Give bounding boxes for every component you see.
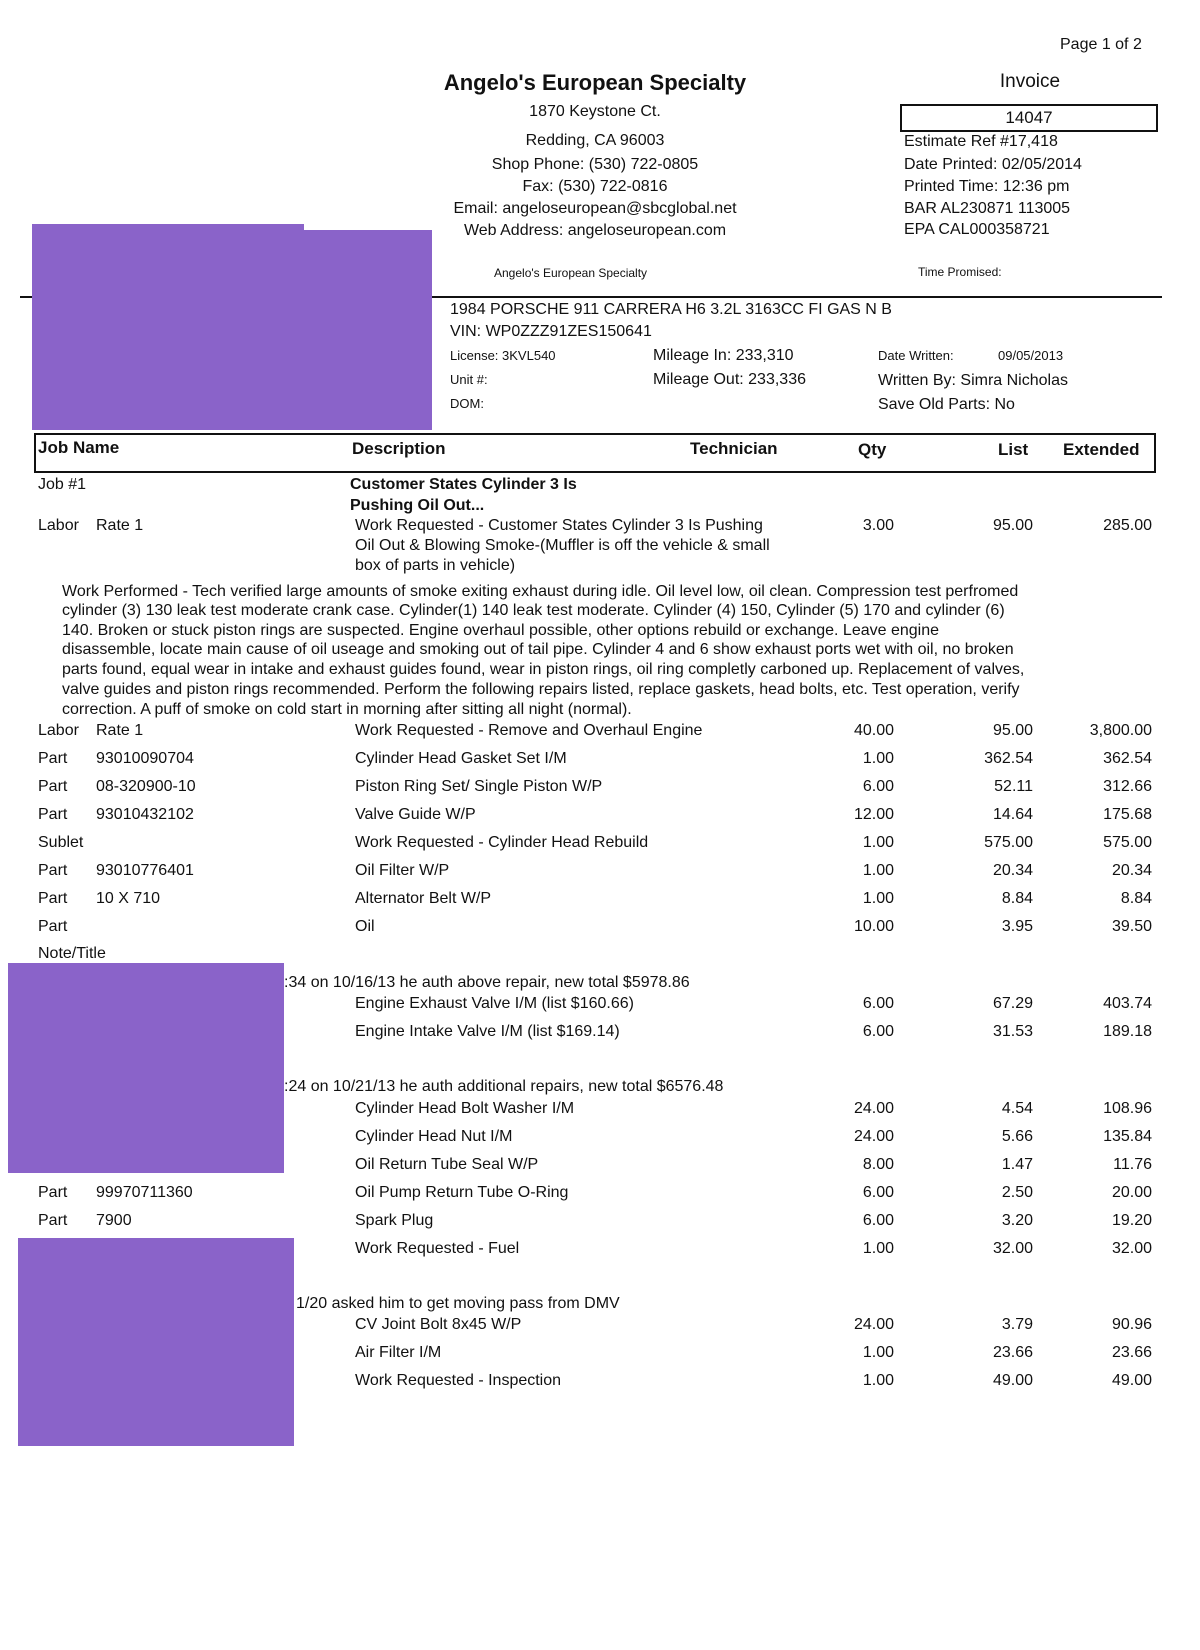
job-title-line2: Pushing Oil Out... bbox=[350, 497, 485, 514]
row-qty: 1.00 bbox=[862, 1372, 894, 1389]
row-type: Part bbox=[38, 750, 68, 767]
row-type: Sublet bbox=[38, 834, 84, 851]
row-list: 575.00 bbox=[984, 834, 1033, 851]
row-list: 67.29 bbox=[992, 995, 1033, 1012]
date-written: 09/05/2013 bbox=[998, 348, 1064, 363]
row-description: Cylinder Head Gasket Set I/M bbox=[355, 750, 567, 767]
row-code: 08-320900-10 bbox=[96, 778, 196, 795]
row-description: Alternator Belt W/P bbox=[355, 890, 492, 907]
row-extended: 20.34 bbox=[1111, 862, 1152, 879]
vehicle-license: License: 3KVL540 bbox=[450, 348, 556, 363]
bar-number: BAR AL230871 113005 bbox=[904, 200, 1071, 217]
row-qty: 12.00 bbox=[853, 806, 894, 823]
row-list: 52.11 bbox=[994, 778, 1033, 795]
row-list: 3.95 bbox=[1001, 918, 1033, 935]
row-extended: 312.66 bbox=[1103, 778, 1152, 795]
row-type: Part bbox=[38, 1212, 68, 1229]
vehicle-vin: VIN: WP0ZZZ91ZES150641 bbox=[450, 323, 652, 340]
note-line: :24 on 10/21/13 he auth additional repairs, new total $6576.48 bbox=[284, 1078, 724, 1095]
row-desc-line1: Work Requested - Customer States Cylinder 3 Is Pushing bbox=[355, 517, 763, 534]
work-performed-line: disassemble, locate main cause of oil useage and smoking out of tail pipe. Cylinder 4 and 6 show exhaust ports wet with oil, no broken bbox=[62, 641, 1014, 658]
row-code: Rate 1 bbox=[96, 517, 144, 534]
shop-name-small: Angelo's European Specialty bbox=[494, 266, 648, 280]
row-extended: 20.00 bbox=[1111, 1184, 1152, 1201]
work-performed-line: valve guides and piston rings recommended. Perform the following repairs listed, replace gaskets, head bolts, etc. Test operation, verify bbox=[62, 681, 1020, 698]
row-qty: 24.00 bbox=[853, 1316, 894, 1333]
row-list: 49.00 bbox=[992, 1372, 1033, 1389]
row-description: Oil Return Tube Seal W/P bbox=[355, 1156, 539, 1173]
row-type: Part bbox=[38, 862, 68, 879]
page-number: Page 1 of 2 bbox=[1060, 36, 1142, 53]
work-performed-line: correction. A puff of smoke on cold start in morning after sitting all night (normal). bbox=[62, 701, 632, 718]
row-type: Labor bbox=[38, 722, 79, 739]
row-qty: 24.00 bbox=[853, 1100, 894, 1117]
row-list: 20.34 bbox=[992, 862, 1033, 879]
row-description: Oil Filter W/P bbox=[355, 862, 450, 879]
row-extended: 90.96 bbox=[1111, 1316, 1152, 1333]
row-qty: 6.00 bbox=[862, 995, 894, 1012]
col-qty: Qty bbox=[858, 440, 887, 459]
row-qty: 3.00 bbox=[862, 517, 894, 534]
col-list: List bbox=[998, 440, 1029, 459]
note-line: :34 on 10/16/13 he auth above repair, new total $5978.86 bbox=[284, 974, 690, 991]
row-qty: 6.00 bbox=[862, 1212, 894, 1229]
epa-number: EPA CAL000358721 bbox=[904, 221, 1050, 238]
row-description: Engine Intake Valve I/M (list $169.14) bbox=[355, 1023, 620, 1040]
row-extended: 8.84 bbox=[1120, 890, 1152, 907]
row-extended: 108.96 bbox=[1103, 1100, 1152, 1117]
row-description: Oil Pump Return Tube O-Ring bbox=[355, 1184, 569, 1201]
shop-name: Angelo's European Specialty bbox=[443, 70, 747, 95]
estimate-ref: Estimate Ref #17,418 bbox=[904, 133, 1058, 150]
shop-email: Email: angeloseuropean@sbcglobal.net bbox=[453, 200, 737, 217]
row-description: Work Requested - Remove and Overhaul Engine bbox=[355, 722, 703, 739]
vehicle-unit: Unit #: bbox=[450, 372, 488, 387]
row-extended: 135.84 bbox=[1103, 1128, 1152, 1145]
row-list: 8.84 bbox=[1001, 890, 1033, 907]
col-description: Description bbox=[352, 439, 446, 458]
shop-address1: 1870 Keystone Ct. bbox=[529, 103, 661, 120]
row-list: 3.79 bbox=[1001, 1316, 1033, 1333]
row-extended: 362.54 bbox=[1103, 750, 1152, 767]
row-description: Valve Guide W/P bbox=[355, 806, 476, 823]
row-extended: 32.00 bbox=[1111, 1240, 1152, 1257]
row-extended: 39.50 bbox=[1111, 918, 1152, 935]
row-qty: 40.00 bbox=[853, 722, 894, 739]
row-qty: 6.00 bbox=[862, 1023, 894, 1040]
row-list: 31.53 bbox=[992, 1023, 1033, 1040]
row-qty: 24.00 bbox=[853, 1128, 894, 1145]
row-list: 5.66 bbox=[1001, 1128, 1033, 1145]
row-code: 93010776401 bbox=[96, 862, 194, 879]
row-extended: 189.18 bbox=[1103, 1023, 1152, 1040]
row-description: Engine Exhaust Valve I/M (list $160.66) bbox=[355, 995, 634, 1012]
row-list: 362.54 bbox=[984, 750, 1033, 767]
row-code: 93010090704 bbox=[96, 750, 194, 767]
work-performed-line: Work Performed - Tech verified large amounts of smoke exiting exhaust during idle. Oil level low, oil clean. Compression test perfromed bbox=[62, 583, 1019, 600]
shop-phone: Shop Phone: (530) 722-0805 bbox=[491, 156, 699, 173]
row-description: Cylinder Head Bolt Washer I/M bbox=[355, 1100, 575, 1117]
row-code: Rate 1 bbox=[96, 722, 144, 739]
mileage-in: Mileage In: 233,310 bbox=[653, 347, 794, 364]
row-description: Cylinder Head Nut I/M bbox=[355, 1128, 513, 1145]
row-list: 23.66 bbox=[992, 1344, 1033, 1361]
redaction-block bbox=[155, 230, 432, 430]
row-qty: 1.00 bbox=[862, 1344, 894, 1361]
row-description: Work Requested - Inspection bbox=[355, 1372, 562, 1389]
col-job-name: Job Name bbox=[38, 438, 120, 457]
work-performed-line: parts found, equal wear in intake and exhaust guides found, wear in piston rings, oil ring completly carboned up. Replacement of valves, bbox=[62, 661, 1025, 678]
row-description: Air Filter I/M bbox=[355, 1344, 442, 1361]
shop-fax: Fax: (530) 722-0816 bbox=[522, 178, 668, 195]
written-by: Written By: Simra Nicholas bbox=[878, 372, 1068, 389]
row-qty: 1.00 bbox=[862, 750, 894, 767]
row-list: 1.47 bbox=[1001, 1156, 1033, 1173]
work-performed-line: 140. Broken or stuck piston rings are suspected. Engine overhaul possible, other options rebuild or exchange. Leave engine bbox=[62, 622, 939, 639]
row-type: Part bbox=[38, 806, 68, 823]
vehicle-description: 1984 PORSCHE 911 CARRERA H6 3.2L 3163CC FI GAS N B bbox=[450, 301, 892, 318]
time-promised: Time Promised: bbox=[918, 265, 1002, 279]
row-code: 7900 bbox=[96, 1212, 132, 1229]
note-title: Note/Title bbox=[38, 945, 106, 962]
row-extended: 19.20 bbox=[1111, 1212, 1152, 1229]
row-extended: 575.00 bbox=[1103, 834, 1152, 851]
row-list: 2.50 bbox=[1001, 1184, 1033, 1201]
row-list: 95.00 bbox=[992, 517, 1033, 534]
row-description: Spark Plug bbox=[355, 1212, 434, 1229]
row-list: 4.54 bbox=[1001, 1100, 1033, 1117]
row-extended: 49.00 bbox=[1111, 1372, 1152, 1389]
row-extended: 175.68 bbox=[1103, 806, 1152, 823]
row-description: Work Requested - Fuel bbox=[355, 1240, 520, 1257]
table-header bbox=[34, 433, 1156, 473]
row-qty: 10.00 bbox=[853, 918, 894, 935]
vehicle-dom: DOM: bbox=[450, 396, 484, 411]
redaction-block bbox=[8, 963, 284, 1173]
work-performed-line: cylinder (3) 130 leak test moderate crank case. Cylinder(1) 140 leak test moderate. Cylinder (4) 150, Cylinder (5) 170 and cylinder (6) bbox=[62, 602, 1005, 619]
row-qty: 1.00 bbox=[862, 1240, 894, 1257]
row-extended: 11.76 bbox=[1113, 1156, 1152, 1173]
col-technician: Technician bbox=[690, 439, 778, 458]
row-list: 95.00 bbox=[992, 722, 1033, 739]
printed-time: Printed Time: 12:36 pm bbox=[904, 178, 1070, 195]
save-old-parts: Save Old Parts: No bbox=[878, 396, 1015, 413]
row-qty: 8.00 bbox=[862, 1156, 894, 1173]
shop-web: Web Address: angeloseuropean.com bbox=[463, 222, 727, 239]
row-extended: 3,800.00 bbox=[1089, 722, 1152, 739]
row-code: 93010432102 bbox=[96, 806, 194, 823]
row-qty: 6.00 bbox=[862, 1184, 894, 1201]
row-type: Part bbox=[38, 778, 68, 795]
row-type: Part bbox=[38, 1184, 68, 1201]
row-type: Part bbox=[38, 918, 68, 935]
redaction-block bbox=[18, 1238, 294, 1446]
row-description: CV Joint Bolt 8x45 W/P bbox=[355, 1316, 522, 1333]
invoice-label: Invoice bbox=[999, 71, 1061, 92]
date-written-label: Date Written: bbox=[878, 348, 954, 363]
row-description: Piston Ring Set/ Single Piston W/P bbox=[355, 778, 603, 795]
row-desc-line2: Oil Out & Blowing Smoke-(Muffler is off the vehicle & small bbox=[355, 537, 770, 554]
row-qty: 1.00 bbox=[862, 890, 894, 907]
row-qty: 6.00 bbox=[862, 778, 894, 795]
row-description: Work Requested - Cylinder Head Rebuild bbox=[355, 834, 649, 851]
row-extended: 23.66 bbox=[1111, 1344, 1152, 1361]
row-code: 10 X 710 bbox=[96, 890, 161, 907]
row-code: 99970711360 bbox=[96, 1184, 193, 1201]
row-desc-line3: box of parts in vehicle) bbox=[355, 557, 516, 574]
job-name: Job #1 bbox=[38, 476, 87, 493]
row-qty: 1.00 bbox=[862, 834, 894, 851]
col-extended: Extended bbox=[1063, 440, 1140, 459]
row-list: 32.00 bbox=[992, 1240, 1033, 1257]
job-title-line1: Customer States Cylinder 3 Is bbox=[350, 476, 577, 493]
shop-address2: Redding, CA 96003 bbox=[525, 132, 665, 149]
row-type: Part bbox=[38, 890, 68, 907]
row-extended: 285.00 bbox=[1103, 517, 1152, 534]
row-type: Labor bbox=[38, 517, 79, 534]
invoice-number: 14047 bbox=[900, 104, 1158, 132]
row-list: 3.20 bbox=[1001, 1212, 1033, 1229]
note-line: 1/20 asked him to get moving pass from DMV bbox=[296, 1295, 620, 1312]
date-printed: Date Printed: 02/05/2014 bbox=[904, 156, 1082, 173]
row-extended: 403.74 bbox=[1103, 995, 1152, 1012]
row-list: 14.64 bbox=[992, 806, 1033, 823]
row-qty: 1.00 bbox=[862, 862, 894, 879]
row-description: Oil bbox=[355, 918, 375, 935]
mileage-out: Mileage Out: 233,336 bbox=[653, 371, 806, 388]
